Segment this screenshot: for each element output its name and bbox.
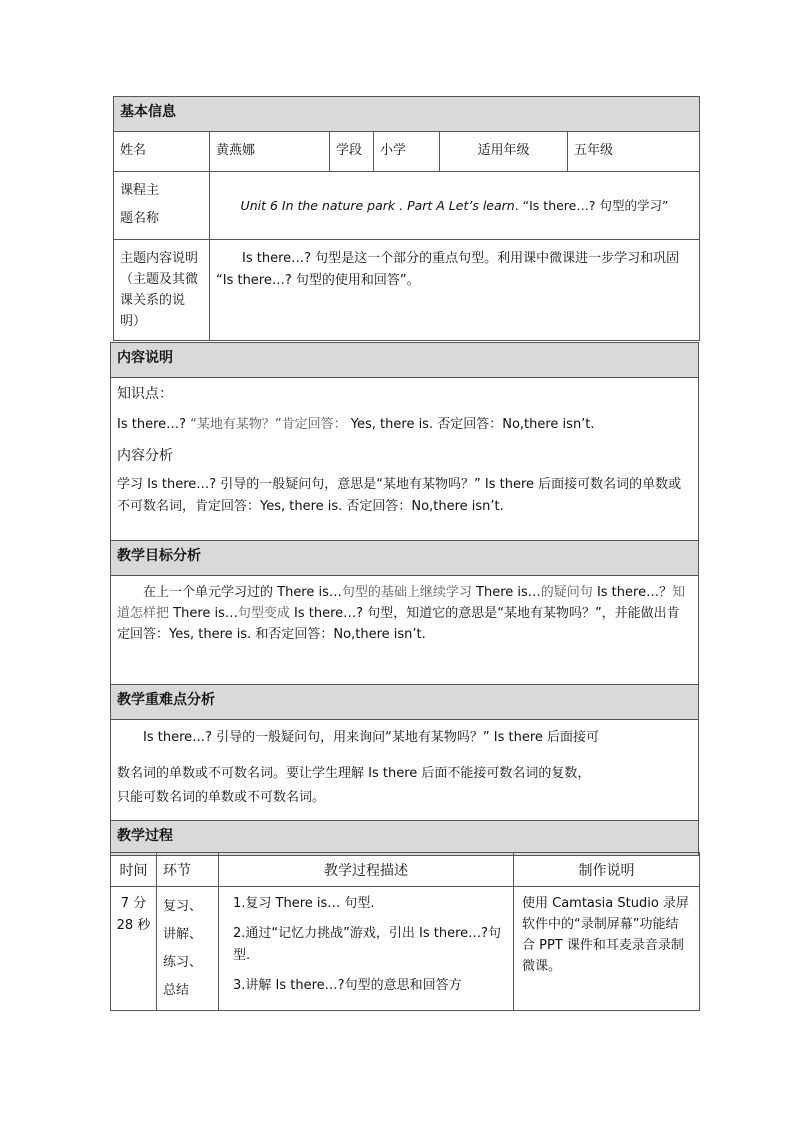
goals-text-5: Is there…? 句型，知道它的意思是“某地有某物吗？”，并能做出肯定回答：Yes, there is. 和否定回答：No,there isn’t.	[117, 606, 680, 642]
knowledge-question: Is there…?	[117, 417, 187, 432]
col-desc: 教学过程描述	[219, 853, 514, 887]
goals-text-4: There is…	[169, 606, 238, 621]
desc-item: 2.通过“记忆力挑战”游戏，引出 Is there…?句型.	[233, 926, 502, 963]
goals-text	[111, 576, 699, 685]
name-value: 黄燕娜	[210, 132, 330, 172]
topic-label-line-1: 课程主	[120, 183, 160, 198]
col-note: 制作说明	[514, 853, 700, 887]
time-cell	[111, 887, 157, 1011]
keypoints-line-3: 只能可数名词的单数或不可数名词。	[117, 790, 326, 805]
stage-label: 学段	[330, 132, 374, 172]
stage-value: 小学	[374, 132, 440, 172]
step-cell	[157, 887, 219, 1011]
step-item: 讲解、	[163, 927, 203, 942]
goals-text-gray-2: 的疑问句	[540, 585, 593, 600]
step-item: 总结	[163, 983, 190, 998]
knowledge-gray: “某地有某物？”肯定回答：	[190, 417, 347, 432]
basic-info-table	[113, 96, 700, 341]
analysis-text: 学习 Is there…? 引导的一般疑问句，意思是“某地有某物吗？” Is there 后面接可数名词的单数或不可数名词，肯定回答：Yes, there is. 否定回答：No,there isn’t.	[117, 477, 682, 514]
desc-value: Is there…? 句型是这一个部分的重点句型。利用课中微课进一步学习和巩固 “Is there…? 句型的使用和回答”。	[210, 240, 700, 341]
topic-value-rest: . “Is there…? 句型的学习”	[514, 197, 669, 213]
process-table	[110, 852, 700, 1011]
keypoints-line-2: 数名词的单数或不可数名词。要让学生理解 Is there 后面不能接可数名词的复数，	[117, 766, 591, 781]
content-table	[110, 342, 699, 856]
goals-text-gray-3: 知道怎样把	[117, 585, 686, 621]
knowledge-title: 知识点：	[117, 386, 173, 402]
step-item: 练习、	[163, 955, 203, 970]
grade-value: 五年级	[568, 132, 700, 172]
content-header: 内容说明	[111, 343, 699, 378]
goals-text-3: Is there…？	[592, 585, 673, 600]
knowledge-answers: Yes, there is. 否定回答：No,there isn’t.	[350, 417, 595, 432]
goals-header: 教学目标分析	[111, 541, 699, 576]
goals-text-gray-1: 句型的基础上继续学习	[341, 585, 472, 600]
process-header: 教学过程	[111, 821, 699, 856]
desc-item: 1.复习 There is… 句型.	[233, 896, 375, 911]
step-item: 复习、	[163, 899, 203, 914]
topic-value	[210, 172, 700, 240]
goals-text-2: There is…	[471, 585, 541, 600]
desc-label: 主题内容说明（主题及其微课关系的说明）	[114, 240, 210, 341]
desc-item: 3.讲解 Is there…?句型的意思和回答方	[233, 978, 462, 993]
knowledge-line	[117, 414, 692, 436]
col-time: 时间	[111, 853, 157, 887]
time-seconds: 28 秒	[116, 918, 151, 933]
goals-text-1: 在上一个单元学习过的 There is…	[143, 585, 342, 600]
basic-info-header: 基本信息	[114, 97, 700, 132]
note-cell: 使用 Camtasia Studio 录屏软件中的“录制屏幕”功能结合 PPT 课件和耳麦录音录制微课。	[514, 887, 700, 1011]
keypoints-line-1: Is there…? 引导的一般疑问句，用来询问“某地有某物吗？” Is there 后面接可	[143, 730, 600, 745]
desc-cell	[219, 887, 514, 1011]
time-minutes: 7 分	[120, 896, 147, 911]
keypoints-body	[111, 720, 699, 821]
topic-value-italic: Unit 6 In the nature park . Part A Let’s learn	[240, 197, 515, 213]
analysis-title: 内容分析	[117, 448, 173, 464]
keypoints-header: 教学重难点分析	[111, 685, 699, 720]
name-label: 姓名	[114, 132, 210, 172]
col-step: 环节	[157, 853, 219, 887]
goals-text-gray-4: 句型变成	[237, 606, 290, 621]
content-body	[111, 378, 699, 541]
grade-label: 适用年级	[440, 132, 568, 172]
topic-label-line-2: 题名称	[120, 211, 160, 226]
topic-label	[114, 172, 210, 240]
